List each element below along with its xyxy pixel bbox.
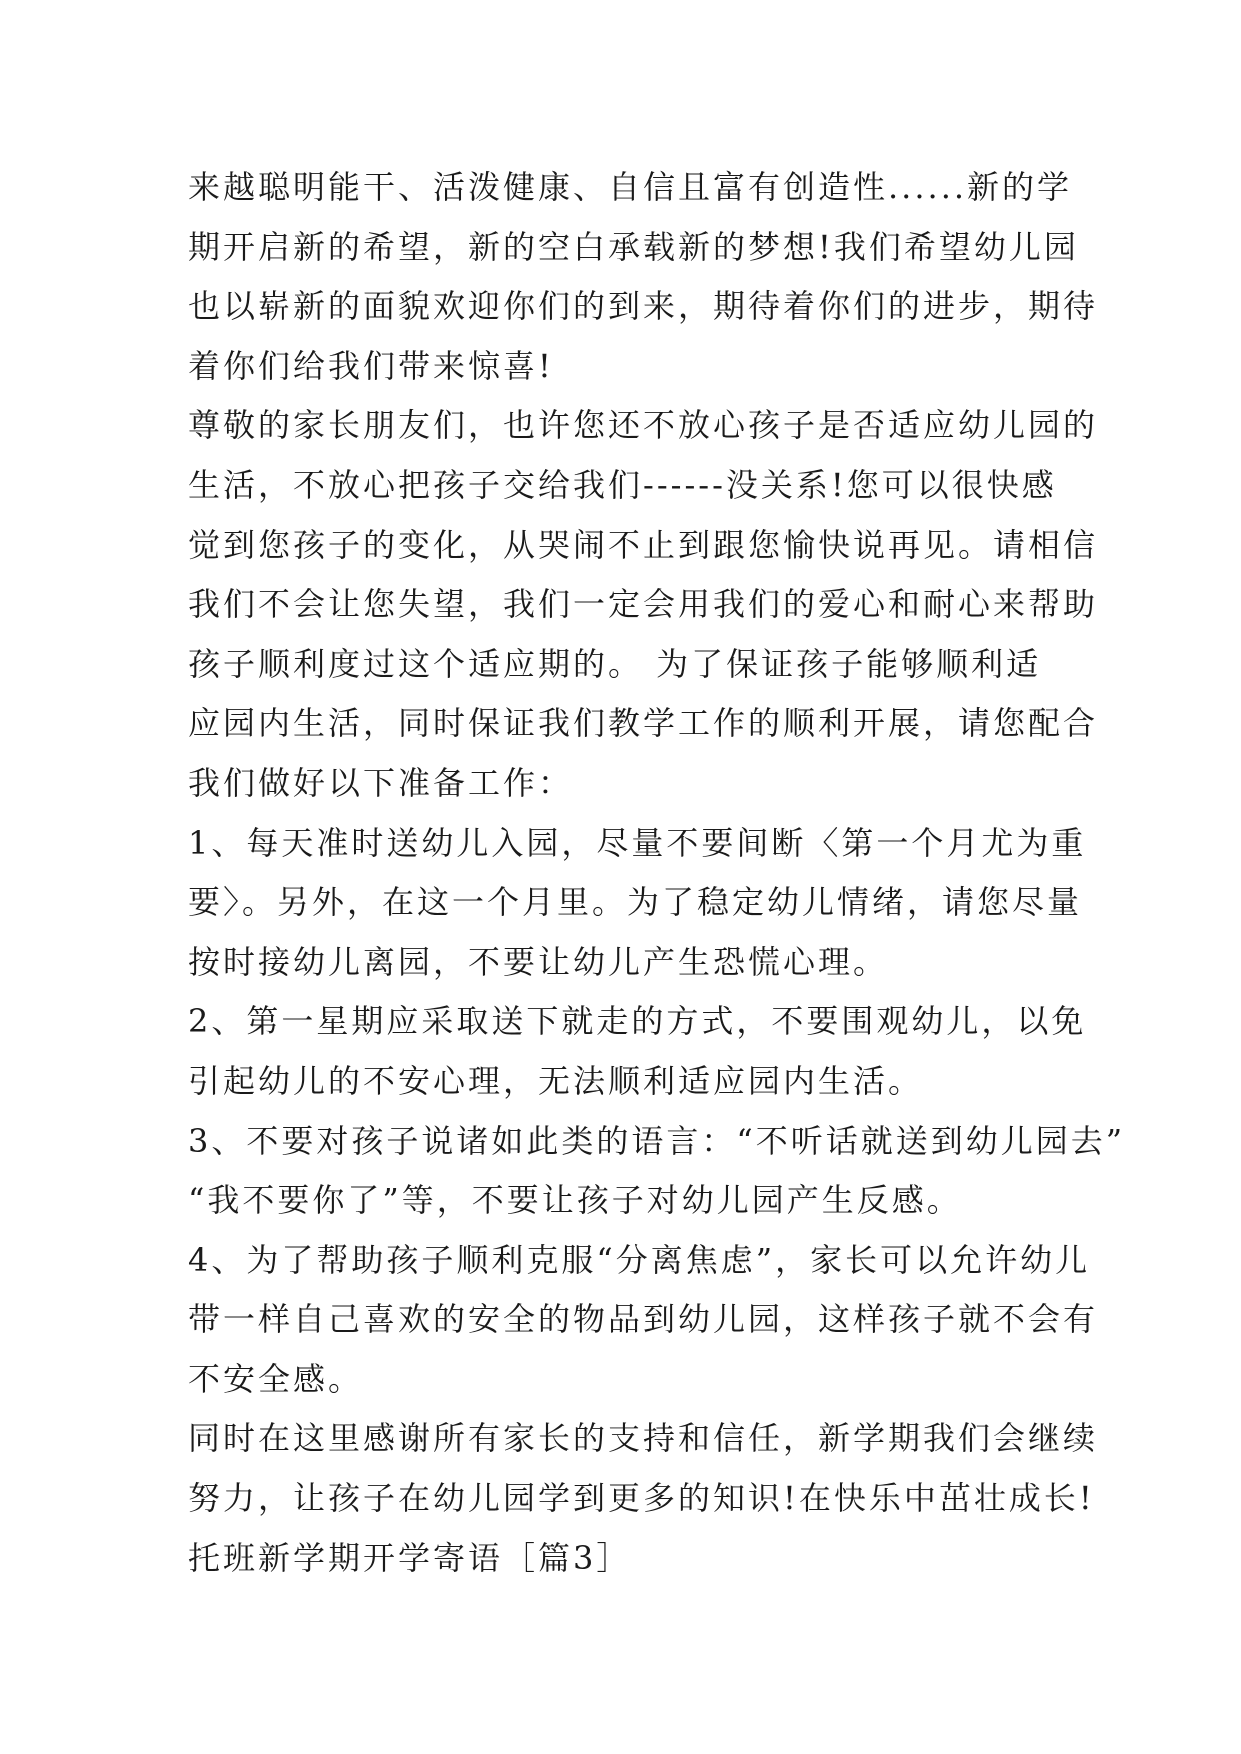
text-line: 努力，让孩子在幼儿园学到更多的知识!在快乐中茁壮成长! (188, 1479, 1095, 1518)
list-item: 2、第一星期应采取送下就走的方式，不要围观幼儿，以免 (188, 1002, 1087, 1041)
text-line: 同时在这里感谢所有家长的支持和信任，新学期我们会继续 (188, 1419, 1099, 1458)
text-line: 引起幼儿的不安心理，无法顺利适应园内生活。 (188, 1061, 924, 1100)
list-item: 3、不要对孩子说诸如此类的语言：“不听话就送到幼儿园去” (188, 1121, 1126, 1160)
text-line: “我不要你了”等，不要让孩子对幼儿园产生反感。 (188, 1181, 962, 1220)
text-line: 生活，不放心把孩子交给我们------没关系!您可以很快感 (188, 465, 1057, 504)
text-line: 觉到您孩子的变化，从哭闹不止到跟您愉快说再见。请相信 (188, 525, 1099, 564)
text-line: 按时接幼儿离园，不要让幼儿产生恐慌心理。 (188, 942, 889, 981)
text-line: 期开启新的希望，新的空白承载新的梦想!我们希望幼儿园 (188, 227, 1079, 266)
list-item: 1、每天准时送幼儿入园，尽量不要间断〈第一个月尤为重 (188, 823, 1087, 862)
section-heading: 托班新学期开学寄语［篇3］ (188, 1538, 632, 1577)
text-line: 要〉。另外，在这一个月里。为了稳定幼儿情绪，请您尽量 (188, 883, 1083, 922)
document-body (188, 158, 1126, 1588)
text-line: 应园内生活，同时保证我们教学工作的顺利开展，请您配合 (188, 704, 1099, 743)
text-line: 不安全感。 (188, 1359, 364, 1398)
text-line: 我们做好以下准备工作： (188, 763, 574, 802)
text-line: 来越聪明能干、活泼健康、自信且富有创造性......新的学 (188, 168, 1073, 206)
list-item: 4、为了帮助孩子顺利克服“分离焦虑”，家长可以允许幼儿 (188, 1240, 1091, 1279)
text-line: 孩子顺利度过这个适应期的。 为了保证孩子能够顺利适 (188, 644, 1042, 683)
text-line: 也以崭新的面貌欢迎你们的到来，期待着你们的进步，期待 (188, 287, 1099, 326)
text-line: 尊敬的家长朋友们，也许您还不放心孩子是否适应幼儿园的 (188, 406, 1099, 445)
text-line: 着你们给我们带来惊喜! (188, 346, 554, 385)
text-line: 我们不会让您失望，我们一定会用我们的爱心和耐心来帮助 (188, 585, 1099, 624)
text-line: 带一样自己喜欢的安全的物品到幼儿园，这样孩子就不会有 (188, 1300, 1099, 1339)
